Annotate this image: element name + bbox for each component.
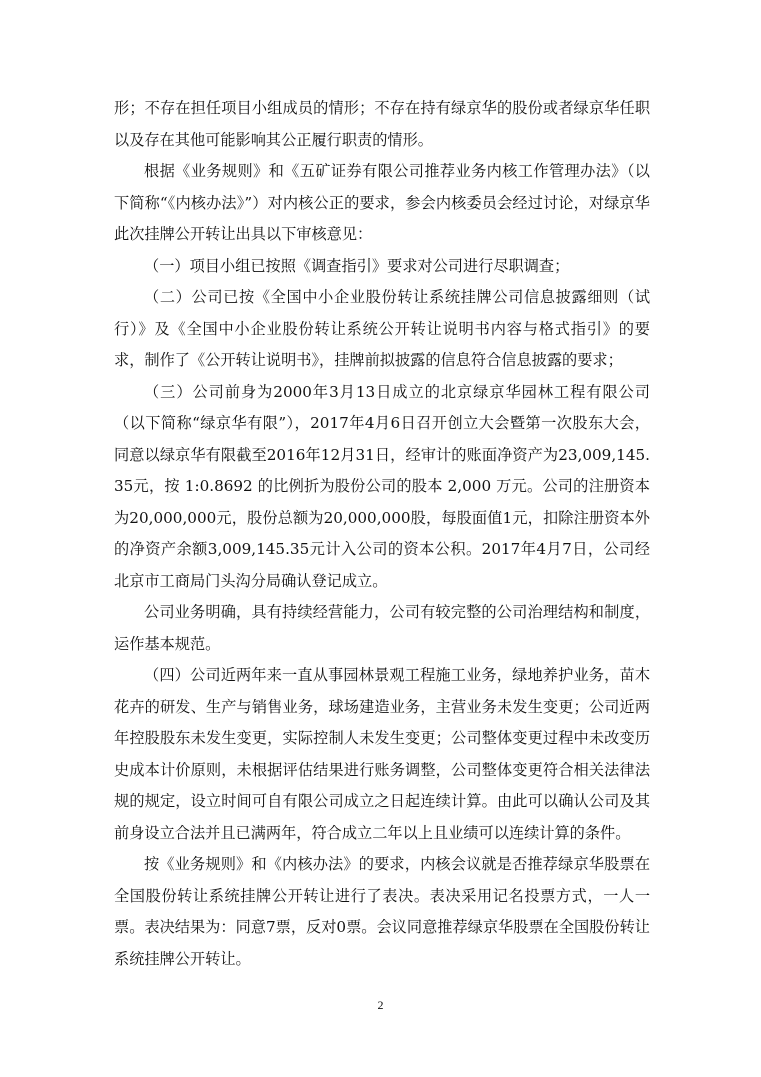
paragraph-3: （一）项目小组已按照《调查指引》要求对公司进行尽职调查； — [144, 256, 570, 275]
paragraph-5: （三）公司前身为2000年3月13日成立的北京绿京华园林工程有限公司（以下简称“绿京华有限”），2017年4月6日召开创立大会暨第一次股东大会，同意以绿京华有限截至2016年12月31日，经审计的账面净资产为23,009,145.35元，按 1:0.8692 的比例折为股份公司的股本 2,000 万元。公司的注册资本为20,000,000元，股份总额为20,000,000股，每股面值1元，扣除注册资本外的净资产余额3,009,145.35元计入公司的资本公积。2017年4月7日，公司经北京市工商局门头沟分局确认登记成立。 — [114, 382, 650, 590]
paragraph-6: 公司业务明确，具有持续经营能力，公司有较完整的公司治理结构和制度，运作基本规范。 — [114, 603, 650, 653]
paragraph-4: （二）公司已按《全国中小企业股份转让系统挂牌公司信息披露细则（试行）》及《全国中小企业股份转让系统公开转让说明书内容与格式指引》的要求，制作了《公开转让说明书》，挂牌前拟披露的信息符合信息披露的要求； — [114, 288, 650, 369]
paragraph-2: 根据《业务规则》和《五矿证券有限公司推荐业务内核工作管理办法》（以下简称“《内核办法》”）对内核公正的要求，参会内核委员会经过讨论，对绿京华此次挂牌公开转让出具以下审核意见： — [114, 162, 650, 243]
paragraph-1: 形；不存在担任项目小组成员的情形；不存在持有绿京华的股份或者绿京华任职以及存在其他可能影响其公正履行职责的情形。 — [114, 99, 650, 149]
page-number: 2 — [377, 998, 384, 1012]
paragraph-7: （四）公司近两年来一直从事园林景观工程施工业务，绿地养护业务，苗木花卉的研发、生产与销售业务，球场建造业务，主营业务未发生变更；公司近两年控股股东未发生变更，实际控制人未发生变更；公司整体变更过程中未改变历史成本计价原则，未根据评估结果进行账务调整，公司整体变更符合相关法律法规的规定，设立时间可自有限公司成立之日起连续计算。由此可以确认公司及其前身设立合法并且已满两年，符合成立二年以上且业绩可以连续计算的条件。 — [114, 666, 650, 842]
document-body — [114, 93, 650, 975]
paragraph-8: 按《业务规则》和《内核办法》的要求，内核会议就是否推荐绿京华股票在全国股份转让系统挂牌公开转让进行了表决。表决采用记名投票方式，一人一票。表决结果为：同意7票，反对0票。会议同意推荐绿京华股票在全国股份转让系统挂牌公开转让。 — [114, 855, 650, 968]
